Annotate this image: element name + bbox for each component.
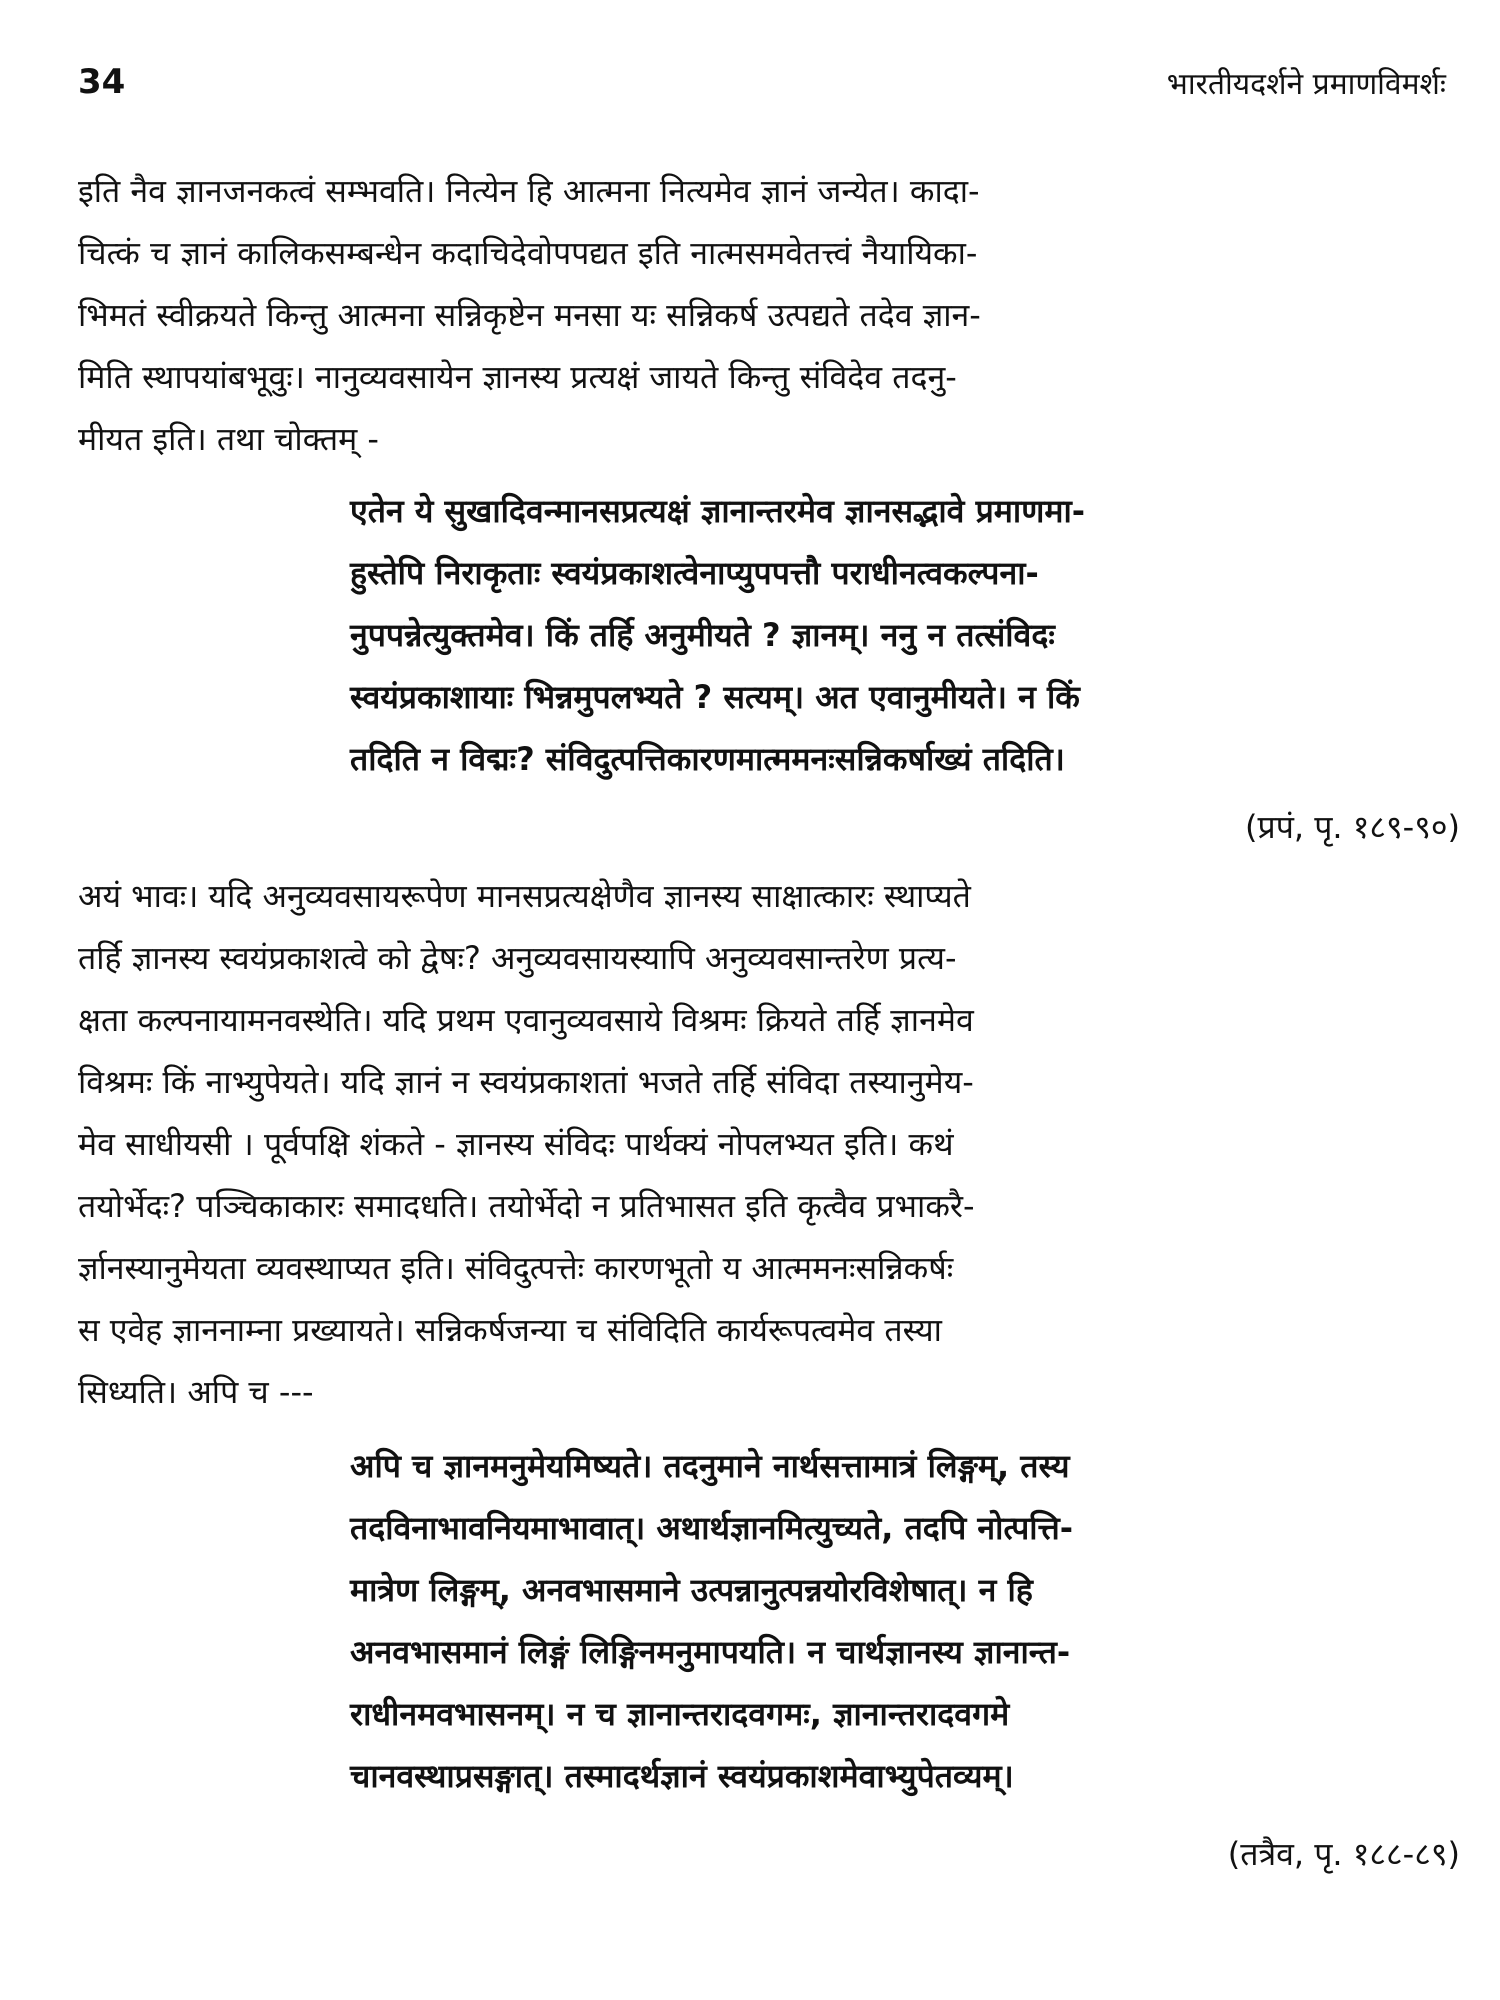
body-paragraph-1 [78,160,1460,470]
text-line: अयं भावः। यदि अनुव्यवसायरूपेण मानसप्रत्यक्षेणैव ज्ञानस्य साक्षात्कारः स्थाप्यते [78,877,971,915]
text-line: र्ज्ञानस्यानुमेयता व्यवस्थाप्यत इति। संविदुत्पत्तेः कारणभूतो य आत्ममनःसन्निकर्षः [78,1249,954,1287]
quote-line: अनवभासमानं लिङ्गं लिङ्गिनमनुमापयति। न चार्थज्ञानस्य ज्ञानान्त- [350,1633,1071,1671]
quote-line: स्वयंप्रकाशायाः भिन्नमुपलभ्यते ? सत्यम्। अत एवानुमीयते। न किं [350,678,1080,716]
text-line: विश्रमः किं नाभ्युपेयते। यदि ज्ञानं न स्वयंप्रकाशतां भजते तर्हि संविदा तस्यानुमेय- [78,1063,974,1101]
text-line: तर्हि ज्ञानस्य स्वयंप्रकाशत्वे को द्वेषः? अनुव्यवसायस्यापि अनुव्यवसान्तरेण प्रत्य- [78,939,957,977]
quote-line: नुपपन्नेत्युक्तमेव। किं तर्हि अनुमीयते ? ज्ञानम्। ननु न तत्संविदः [350,616,1055,654]
quote-line: अपि च ज्ञानमनुमेयमिष्यते। तदनुमाने नार्थसत्तामात्रं लिङ्गम्, तस्य [350,1447,1070,1485]
block-quote-1 [350,480,1460,790]
quote-line: हुस्तेपि निराकृताः स्वयंप्रकाशत्वेनाप्युपपत्तौ पराधीनत्वकल्पना- [350,554,1039,592]
quote-line: चानवस्थाप्रसङ्गात्। तस्मादर्थज्ञानं स्वयंप्रकाशमेवाभ्युपेतव्यम्। [350,1757,1014,1795]
quote-line: राधीनमवभासनम्। न च ज्ञानान्तरादवगमः, ज्ञानान्तरादवगमे [350,1695,1010,1733]
quote-line: तदविनाभावनियमाभावात्। अथार्थज्ञानमित्युच्यते, तदपि नोत्पत्ति- [350,1509,1073,1547]
body-paragraph-2 [78,865,1460,1423]
page-header [78,62,1446,112]
page-number: 34 [78,62,126,102]
quote-line: तदिति न विद्मः? संविदुत्पत्तिकारणमात्ममनःसन्निकर्षाख्यं तदिति। [350,740,1065,778]
quote-line: एतेन ये सुखादिवन्मानसप्रत्यक्षं ज्ञानान्तरमेव ज्ञानसद्भावे प्रमाणमा- [350,492,1086,530]
text-line: मीयत इति। तथा चोक्तम् - [78,420,379,458]
text-line: इति नैव ज्ञानजनकत्वं सम्भवति। नित्येन हि आत्मना नित्यमेव ज्ञानं जन्येत। कादा- [78,172,980,210]
text-line: तयोर्भेदः? पञ्चिकाकारः समादधति। तयोर्भेदो न प्रतिभासत इति कृत्वैव प्रभाकरै- [78,1187,975,1225]
text-line: चित्कं च ज्ञानं कालिकसम्बन्धेन कदाचिदेवोपपद्यत इति नात्मसमवेतत्त्वं नैयायिका- [78,234,978,272]
text-line: सिध्यति। अपि च --- [78,1373,314,1411]
text-line: भिमतं स्वीक्रयते किन्तु आत्मना सन्निकृष्टेन मनसा यः सन्निकर्ष उत्पद्यते तदेव ज्ञान- [78,296,981,334]
text-line: मेव साधीयसी । पूर्वपक्षि शंकते - ज्ञानस्य संविदः पार्थक्यं नोपलभ्यत इति। कथं [78,1125,954,1163]
running-title: भारतीयदर्शने प्रमाणविमर्शः [1166,67,1446,102]
text-line: स एवेह ज्ञाननाम्ना प्रख्यायते। सन्निकर्षजन्या च संविदिति कार्यरूपत्वमेव तस्या [78,1311,942,1349]
block-quote-2 [350,1435,1460,1807]
citation-2: (तत्रैव, पृ. १८८-८९) [1227,1835,1460,1873]
citation-1: (प्रपं, पृ. १८९-९०) [1245,808,1460,846]
quote-line: मात्रेण लिङ्गम्, अनवभासमाने उत्पन्नानुत्पन्नयोरविशेषात्। न हि [350,1571,1033,1609]
text-line: क्षता कल्पनायामनवस्थेति। यदि प्रथम एवानुव्यवसाये विश्रमः क्रियते तर्हि ज्ञानमेव [78,1001,974,1039]
text-line: मिति स्थापयांबभूवुः। नानुव्यवसायेन ज्ञानस्य प्रत्यक्षं जायते किन्तु संविदेव तदनु- [78,358,957,396]
